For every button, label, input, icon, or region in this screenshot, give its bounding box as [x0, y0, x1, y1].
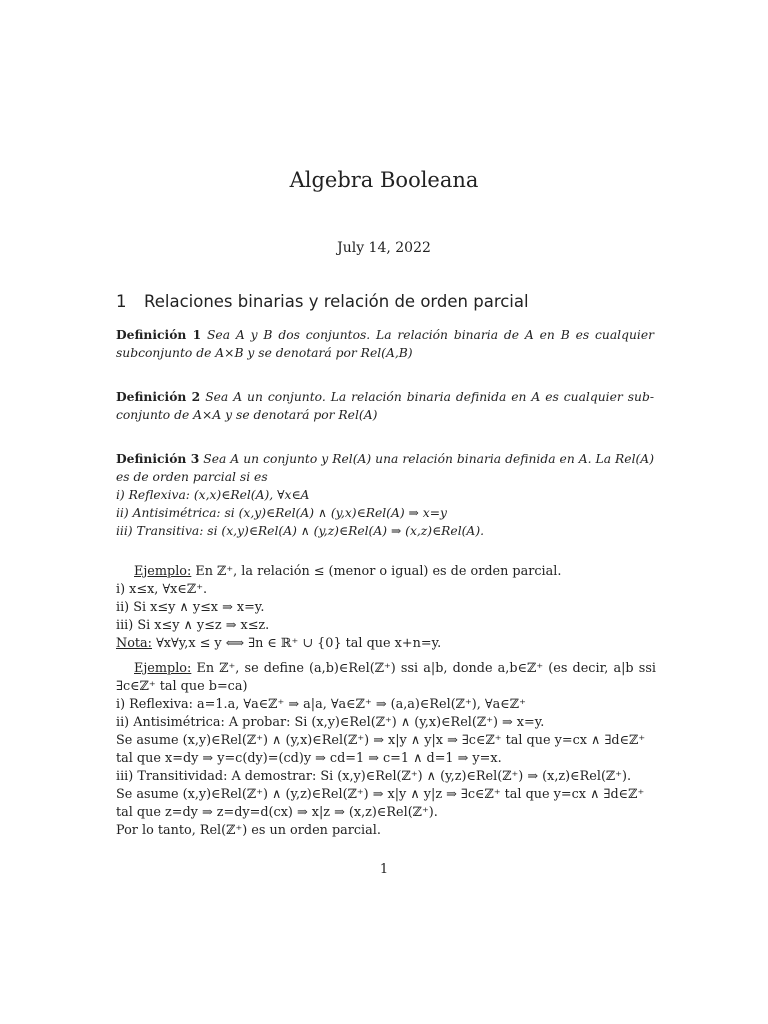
example-label: Ejemplo:: [134, 661, 192, 676]
definition-label: Definición 1: [116, 327, 202, 342]
definition-label: Definición 3: [116, 451, 200, 466]
example-intro: Ejemplo: En ℤ⁺, se define (a,b)∈Rel(ℤ⁺) ssi a|b, donde a,b∈ℤ⁺ (es decir, a|b ssi: [134, 661, 656, 676]
section-heading: [116, 292, 658, 311]
section-title: Relaciones binarias y relación de orden parcial: [144, 292, 529, 311]
definition-1: [116, 326, 654, 362]
example-line: ii) Antisimétrica: A probar: Si (x,y)∈Rel(ℤ⁺) ∧ (y,x)∈Rel(ℤ⁺) ⇒ x=y.: [116, 715, 545, 730]
example-line: ii) Si x≤y ∧ y≤x ⇒ x=y.: [116, 600, 265, 615]
example-2: [116, 660, 656, 840]
definition-3: [116, 450, 654, 540]
definition-2: [116, 388, 654, 424]
example-line: iii) Si x≤y ∧ y≤z ⇒ x≤z.: [116, 618, 270, 633]
property-antisymmetric: ii) Antisimétrica: si (x,y)∈Rel(A) ∧ (y,x)∈Rel(A) ⇒ x=y: [116, 506, 447, 520]
document-date: July 14, 2022: [337, 240, 431, 256]
definition-label: Definición 2: [116, 389, 201, 404]
example-line: tal que z=dy ⇒ z=dy=d(cx) ⇒ x|z ⇒ (x,z)∈Rel(ℤ⁺).: [116, 805, 438, 820]
example-line: tal que x=dy ⇒ y=c(dy)=(cd)y ⇒ cd=1 ⇒ c=1 ∧ d=1 ⇒ y=x.: [116, 751, 502, 766]
property-reflexive: i) Reflexiva: (x,x)∈Rel(A), ∀x∈A: [116, 488, 310, 502]
definition-line: Definición 1 Sea A y B dos conjuntos. La relación binaria de A en B es cualquier: [116, 327, 654, 342]
example-conclusion: Por lo tanto, Rel(ℤ⁺) es un orden parcial.: [116, 823, 381, 838]
example-intro: Ejemplo: En ℤ⁺, la relación ≤ (menor o igual) es de orden parcial.: [134, 564, 562, 579]
definition-line: subconjunto de A×B y se denotará por Rel(A,B): [116, 346, 413, 360]
example-line: Se asume (x,y)∈Rel(ℤ⁺) ∧ (y,x)∈Rel(ℤ⁺) ⇒ x|y ∧ y|x ⇒ ∃c∈ℤ⁺ tal que y=cx ∧ ∃d∈ℤ⁺: [116, 733, 646, 748]
definition-line: Definición 3 Sea A un conjunto y Rel(A) una relación binaria definida en A. La Rel(A): [116, 451, 654, 466]
note-label: Nota:: [116, 636, 152, 651]
example-note: Nota: ∀x∀y,x ≤ y ⟺ ∃n ∈ ℝ⁺ ∪ {0} tal que x+n=y.: [116, 636, 442, 651]
example-1: [116, 563, 654, 653]
definition-line: es de orden parcial si es: [116, 470, 268, 484]
example-line: i) Reflexiva: a=1.a, ∀a∈ℤ⁺ ⇒ a|a, ∀a∈ℤ⁺ ⇒ (a,a)∈Rel(ℤ⁺), ∀a∈ℤ⁺: [116, 697, 526, 712]
property-transitive: iii) Transitiva: si (x,y)∈Rel(A) ∧ (y,z)∈Rel(A) ⇒ (x,z)∈Rel(A).: [116, 524, 485, 538]
example-line: Se asume (x,y)∈Rel(ℤ⁺) ∧ (y,z)∈Rel(ℤ⁺) ⇒ x|y ∧ y|z ⇒ ∃c∈ℤ⁺ tal que y=cx ∧ ∃d∈ℤ⁺: [116, 787, 645, 802]
document-title: Algebra Booleana: [289, 168, 479, 192]
example-line: ∃c∈ℤ⁺ tal que b=ca): [116, 679, 248, 694]
section-number: 1: [116, 292, 127, 311]
example-line: iii) Transitividad: A demostrar: Si (x,y)∈Rel(ℤ⁺) ∧ (y,z)∈Rel(ℤ⁺) ⇒ (x,z)∈Rel(ℤ⁺).: [116, 769, 632, 784]
page-number: 1: [379, 862, 389, 877]
definition-line: conjunto de A×A y se denotará por Rel(A): [116, 408, 378, 422]
example-line: i) x≤x, ∀x∈ℤ⁺.: [116, 582, 208, 597]
example-label: Ejemplo:: [134, 564, 192, 579]
definition-line: Definición 2 Sea A un conjunto. La relación binaria definida en A es cualquier sub-: [116, 389, 654, 404]
